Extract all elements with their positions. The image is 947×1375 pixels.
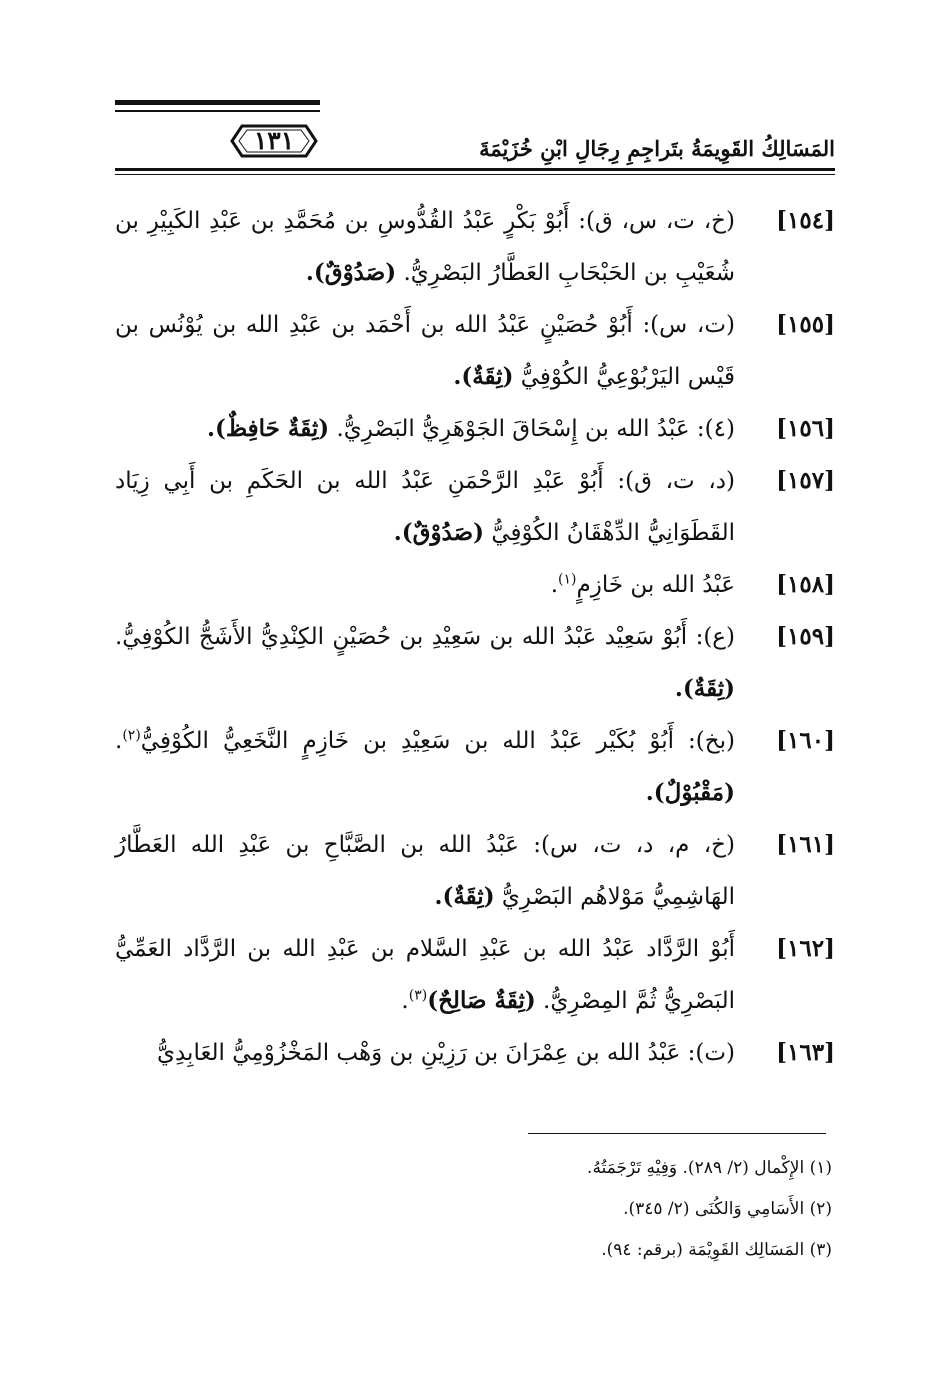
footnote-ref[interactable]: (٢) — [122, 727, 141, 744]
entry-number: [١٥٤] — [776, 207, 835, 234]
entry-body — [115, 299, 735, 403]
entry-body — [115, 611, 735, 715]
entry-grade: (ثِقَةٌ حَافِظٌ). — [206, 415, 330, 442]
entry-text: أَبُوْ بُكَيْر عَبْدُ الله بن سَعِيْدِ بن خَازِمٍ النَّخَعِيُّ الكُوْفِيُّ — [140, 728, 674, 754]
entry-154 — [115, 195, 835, 299]
biography-entries — [115, 195, 835, 1079]
header-rule-thick — [115, 100, 320, 105]
entry-body — [115, 819, 735, 923]
entry-tail: . — [115, 728, 123, 754]
footnote-divider — [528, 1133, 826, 1134]
entry-tail: . — [401, 988, 409, 1014]
entry-grade: (ثِقَةٌ). — [434, 883, 495, 910]
entry-text: عَبْدُ الله بن خَازِمٍ — [576, 572, 735, 598]
entry-number: [١٥٧] — [776, 467, 835, 494]
footnotes — [400, 1148, 832, 1271]
entry-155 — [115, 299, 835, 403]
entry-grade: (صَدُوْقٌ). — [393, 519, 485, 546]
entry-body — [115, 1027, 735, 1079]
entry-grade: (ثِقَةٌ). — [453, 363, 514, 390]
entry-body — [115, 715, 735, 819]
entry-number: [١٥٨] — [776, 571, 835, 598]
entry-text: أَبُوْ بَكْرٍ عَبْدُ القُدُّوسِ بن مُحَمَّدِ بن عَبْدِ الكَبِيْرِ بن شُعَيْبِ بن الحَبْحَابِ العَطَّارُ البَصْرِيُّ. — [115, 208, 735, 286]
footnote-2: (٢) الأَسَامِي وَالكُنَى (٢/ ٣٤٥). — [623, 1199, 832, 1219]
entry-code: (ع): — [695, 624, 735, 650]
entry-text: أَبُوْ الرَّدَّاد عَبْدُ الله بن عَبْدِ السَّلام بن عَبْدِ الله بن الرَّدَّاد العَمِّيُّ البَصْرِيُّ ثُمَّ المِصْرِيُّ. — [115, 936, 735, 1014]
entry-code: (ت): — [687, 1040, 735, 1066]
entry-number: [١٥٩] — [776, 623, 835, 650]
entry-body — [115, 403, 735, 455]
entry-160 — [115, 715, 835, 819]
entry-number: [١٦٢] — [776, 935, 835, 962]
page-header — [115, 100, 835, 180]
entry-grade: (ثِقَةٌ). — [674, 675, 735, 702]
entry-code: (بخ): — [688, 728, 735, 754]
entry-number: [١٦١] — [776, 831, 835, 858]
entry-text: أَبُوْ سَعِيْد عَبْدُ الله بن سَعِيْدِ بن حُصَيْنٍ الكِنْدِيُّ الأَشَجُّ الكُوْفِيُّ. — [115, 624, 688, 650]
footnote-3: (٣) المَسَالِك القَوِيْمَة (برقم: ٩٤). — [601, 1240, 832, 1260]
entry-tail: . — [550, 572, 559, 598]
entry-text: عَبْدُ الله بن إِسْحَاقَ الجَوْهَرِيُّ البَصْرِيُّ. — [336, 416, 690, 442]
entry-number: [١٦٠] — [776, 727, 835, 754]
entry-158 — [115, 559, 835, 611]
footnote-1: (١) الإِكْمال (٢/ ٢٨٩). وَفِيْهِ تَرْجَمَتُهُ. — [587, 1158, 832, 1178]
footnote-ref[interactable]: (٣) — [408, 987, 428, 1004]
entry-163 — [115, 1027, 835, 1079]
entry-number: [١٥٥] — [776, 311, 835, 338]
entry-text: عَبْدُ الله بن عِمْرَانَ بن رَزِيْنِ بن وَهْب المَخْزُوْمِيُّ العَابِدِيُّ — [156, 1040, 681, 1066]
entry-code: (ت، س): — [642, 312, 735, 338]
entry-code: (٤): — [696, 416, 735, 442]
entry-grade: (ثِقَةٌ صَالِحٌ) — [427, 987, 536, 1014]
entry-code: (خ، م، د، ت، س): — [533, 832, 735, 858]
entry-number: [١٦٣] — [776, 1039, 835, 1066]
entry-161 — [115, 819, 835, 923]
footnote-ref[interactable]: (١) — [558, 571, 577, 588]
book-title: المَسَالِكُ القَوِيمَةُ بتَراجِمِ رِجَالِ ابْنِ خُزَيْمَةَ — [479, 136, 835, 161]
entry-text: أَبُوْ عَبْدِ الرَّحْمَنِ عَبْدُ الله بن الحَكَمِ بن أَبِي زِيَاد القَطَوَانِيُّ الدِّهْقَانُ الكُوْفِيُّ — [115, 468, 735, 546]
entry-text: عَبْدُ الله بن الصَّبَّاحِ بن عَبْدِ الله العَطَّارُ الهَاشِمِيُّ مَوْلاهُم البَصْرِيُّ — [115, 832, 735, 910]
entry-grade: (مَقْبُوْلٌ). — [645, 779, 735, 806]
entry-body — [115, 559, 735, 611]
entry-body — [115, 455, 735, 559]
page-number: ١٣١ — [253, 126, 295, 155]
entry-157 — [115, 455, 835, 559]
entry-number: [١٥٦] — [776, 415, 835, 442]
entry-code: (خ، ت، س، ق): — [578, 208, 735, 234]
entry-code: (د، ت، ق): — [617, 468, 736, 494]
entry-162 — [115, 923, 835, 1027]
header-rule-thin — [115, 110, 320, 112]
entry-grade: (صَدُوْقٌ). — [305, 259, 397, 286]
entry-body — [115, 195, 735, 299]
header-rule-bottom-thin — [115, 174, 835, 175]
header-rule-bottom-thick — [115, 168, 835, 171]
page-number-frame — [230, 122, 318, 160]
entry-159 — [115, 611, 835, 715]
entry-text: أَبُوْ حُصَيْنٍ عَبْدُ الله بن أَحْمَد بن عَبْدِ الله بن يُوْنُس بن قَيْس اليَرْبُوْعِيُّ الكُوْفِيُّ — [115, 312, 735, 390]
entry-body — [115, 923, 735, 1027]
entry-156 — [115, 403, 835, 455]
